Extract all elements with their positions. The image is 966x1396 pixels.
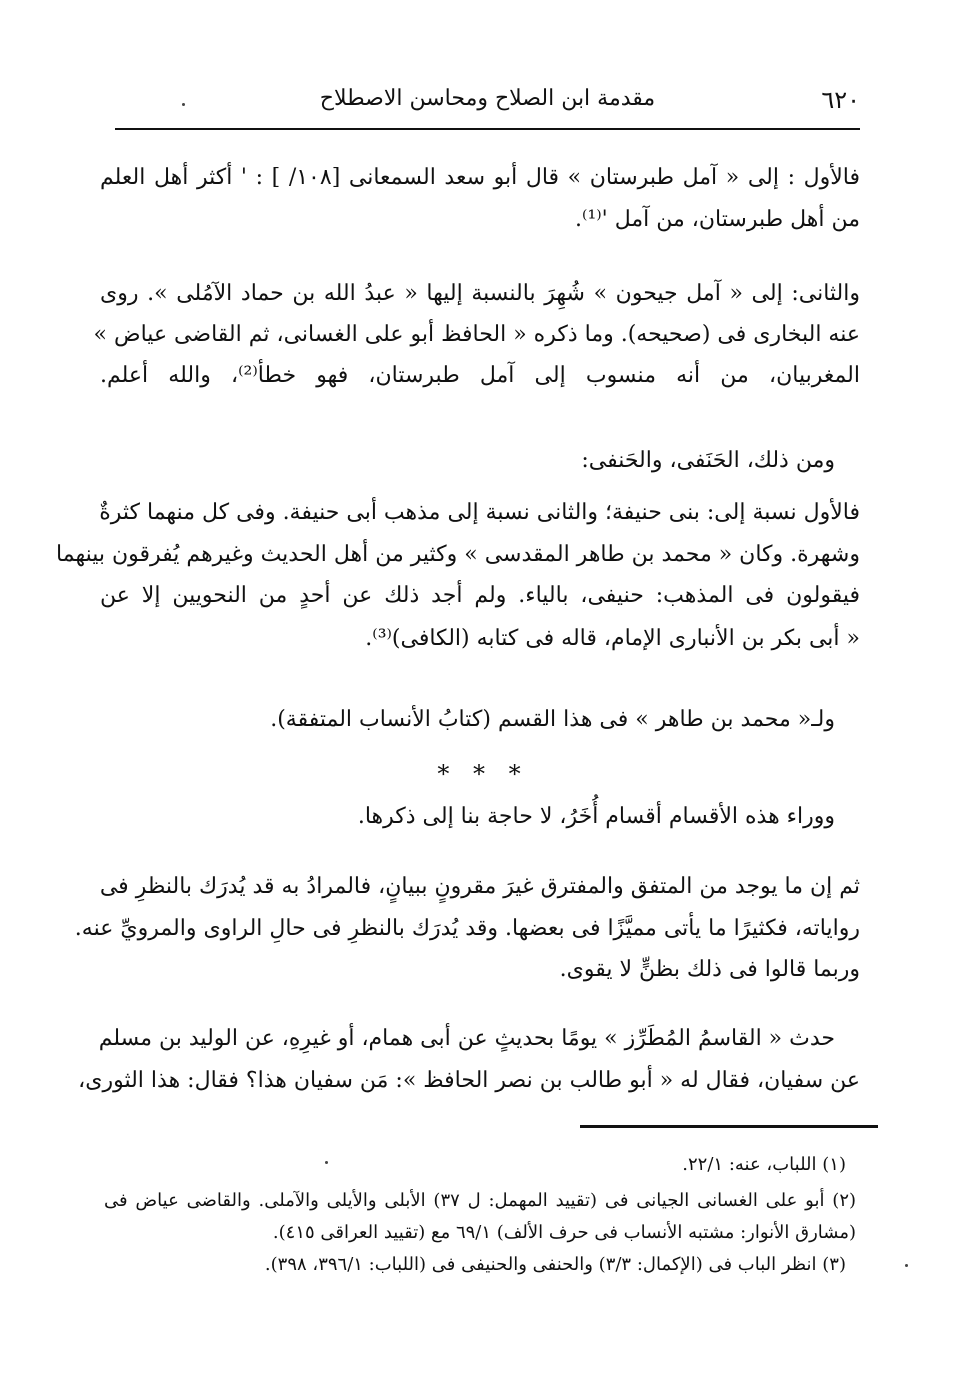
body-line: ثم إن ما يوجد من المتفق والمفترق غيرَ مقرونٍ ببيانٍ، فالمرادُ به قد يُدرَك بالنظرِ فى [99, 874, 860, 899]
section-separator: * * * [437, 760, 529, 788]
body-line: فالأول : إلى « آمل طبرستان » قال أبو سعد السمعانى [١٠٨/ ] : ' أكثر أهل العلم [100, 165, 860, 190]
body-line: فيقولون فى المذهب: حنيفى، بالياء. ولم أجد ذلك عن أحدٍ من النحويين إلا عن [100, 583, 860, 608]
footnote-rule [580, 1125, 878, 1128]
running-title: مقدمة ابن الصلاح ومحاسن الاصطلاح [319, 86, 656, 111]
section-heading: ومن ذلك، الحَنَفى، والحَنفى: [581, 448, 835, 473]
body-line: وربما قالوا فى ذلك بظنٍّ لا يقوى. [559, 957, 860, 982]
body-line: فالأول نسبة إلى: بنى حنيفة؛ والثانى نسبة إلى مذهب أبى حنيفة. وفى كل منهما كثرةٌ [99, 500, 860, 525]
scan-speck [905, 1264, 908, 1267]
header-rule [115, 128, 860, 130]
scan-speck [325, 1161, 328, 1164]
footnote-line: (مشارق الأنوار: مشتبه الأنساب فى حرف الألف) ٦٩/١ مع (تقييد العراقى ٤١٥). [272, 1222, 856, 1243]
page-number: ٦٢٠ [821, 86, 860, 114]
body-line: ووراء هذه الأقسام أقسام أُخَرُ، لا حاجة بنا إلى ذكرها. [357, 804, 835, 829]
page-header [115, 86, 860, 126]
footnote-line: (٢) أبو على الغسانى الجيانى فى (تقييد المهمل: ل ٣٧) الأبلى والأيلى والآملى. والقاضى عياض فى [104, 1190, 857, 1211]
body-line: وشهرة. وكان « محمد بن طاهر المقدسى » وكثير من أهل الحديث وغيرهم يُفرقون بينهما [56, 542, 860, 567]
body-line: والثانى: إلى « آمل جيحون » شُهِرَ بالنسبة إليها « عبدُ الله بن حماد الآمُلى ». روى [100, 281, 860, 306]
body-line: رواياته، فكثيرًا ما يأتى مميَّزًا فى بعضها. وقد يُدرَك بالنظرِ فى حالِ الراوى والمرويِّ عنه. [74, 916, 860, 941]
body-line: حدث « القاسمُ المُطَرِّز » يومًا بحديثٍ عن أبى همام، أو غيرِهِ، عن الوليد بن مسلم [98, 1026, 835, 1051]
body-line: المغربيان، من أنه منسوب إلى آمل طبرستان، فهو خطأ⁽²⁾، والله أعلم. [100, 363, 860, 388]
body-line: « أبى بكر بن الأنبارى الإمام، قاله فى كتابه (الكافى)⁽³⁾. [365, 626, 860, 651]
footnote-line: (١) اللباب، عنه: ٢٢/١. [682, 1154, 846, 1175]
body-line: من أهل طبرستان، من آمل '⁽¹⁾. [575, 207, 860, 232]
body-line: عن سفيان، فقال له « أبو طالب بن نصر الحافظ »: مَن سفيان هذا؟ فقال: هذا الثورى، [78, 1068, 860, 1093]
footnote-line: (٣) انظر الباب فى (الإكمال: ٣/٣) والحنفى والحنيفى فى (اللباب: ٣٩٦/١، ٣٩٨). [264, 1254, 846, 1275]
scan-speck [182, 103, 185, 106]
body-line: ولـ« محمد بن طاهر » فى هذا القسم (كتابُ الأنساب المتفقة). [270, 707, 835, 732]
body-line: عنه البخارى فى (صحيحه). وما ذكره « الحافظ أبو على الغسانى، ثم القاضى عياض » [93, 322, 860, 347]
